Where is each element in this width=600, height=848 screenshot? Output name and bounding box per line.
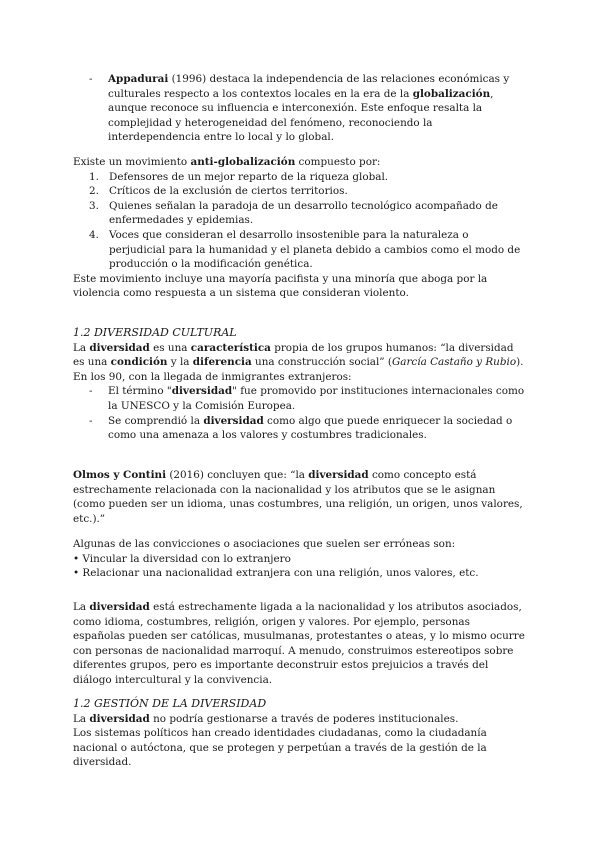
diversidad-cultural-section xyxy=(73,326,525,443)
list-number: 1. xyxy=(89,170,99,183)
text-span: y la xyxy=(167,356,193,369)
anti-closing: Este movimiento incluye una mayoría pacifista y una minoría que aboga por la violencia como respuesta a un sistema que consideran violento. xyxy=(73,272,488,300)
list-item-text xyxy=(108,384,525,413)
text-span: compuesto por: xyxy=(295,156,381,168)
keyword-diversidad: diversidad xyxy=(89,601,150,613)
nationality-text xyxy=(73,600,525,688)
text-span: ). xyxy=(516,356,524,369)
list-number: 4. xyxy=(89,228,99,241)
diversity-nationality-paragraph xyxy=(73,600,525,688)
text-span: una construcción social” ( xyxy=(251,356,392,369)
keyword-diversidad: diversidad xyxy=(203,414,264,427)
text-span: es una xyxy=(149,341,191,354)
list-item-text xyxy=(108,414,525,443)
list-item xyxy=(73,414,525,443)
section-heading: 1.2 GESTIÓN DE LA DIVERSIDAD xyxy=(73,697,267,710)
text-span: (1996) destaca la independencia de las relaciones económicas y culturales respecto a los contextos locales en la era de la xyxy=(108,73,510,100)
anti-intro xyxy=(73,155,525,170)
list-item-text: Críticos de la exclusión de ciertos territorios. xyxy=(109,185,348,198)
text-span: " fue promovido por instituciones internacionales como la UNESCO y la Comisión Europea. xyxy=(108,385,525,412)
olmos-contini-paragraph xyxy=(73,468,525,526)
keyword-anti-globalizacion: anti-globalización xyxy=(190,156,296,168)
anti-globalization-section xyxy=(73,155,525,301)
gestion-diversidad-section xyxy=(73,697,525,770)
keyword-diferencia: diferencia xyxy=(192,356,252,369)
text-span: La xyxy=(73,712,90,725)
list-item xyxy=(73,184,525,199)
list-item-text: Quienes señalan la paradoja de un desarrollo tecnológico acompañado de enfermedades y epidemias. xyxy=(109,199,498,227)
convictions-intro: Algunas de las convicciones o asociaciones que suelen ser erróneas son: xyxy=(73,538,456,550)
keyword-diversidad: diversidad xyxy=(89,341,150,354)
text-span: La xyxy=(73,601,90,613)
text-span: como concepto está estrechamente relacionada con la nacionalidad y los atributos que se le asignan (como pueden ser un idioma, unas costumbres, una religión, un origen, unos valores, etc.).” xyxy=(73,469,523,525)
citation: García Castaño y Rubio xyxy=(391,356,517,369)
text-span: , aunque reconoce su influencia e interconexión. Este enfoque resalta la complejidad y heterogeneidad del fenómeno, reconociendo la interdependencia entre lo local y lo global. xyxy=(108,87,494,144)
gestion-p1 xyxy=(73,712,525,727)
text-span: propia de los grupos humanos: “la diversidad es una xyxy=(73,341,514,369)
list-item xyxy=(73,384,525,413)
bullet-item: • Vincular la diversidad con lo extranjero xyxy=(73,552,291,565)
list-item-text: Voces que consideran el desarrollo insostenible para la naturaleza o perjudicial para la humanidad y el planeta debido a cambios como el modo de producción o la modificación genética. xyxy=(109,228,521,271)
keyword-caracteristica: característica xyxy=(190,341,271,354)
list-item xyxy=(73,228,525,272)
list-number: 2. xyxy=(89,185,99,198)
text-span: (2016) concluyen que: “la xyxy=(166,469,309,481)
list-item xyxy=(73,170,525,185)
text-span: no podría gestionarse a través de poderes institucionales. xyxy=(149,712,459,725)
text-span: como algo que puede enriquecer la sociedad o como una amenaza a los valores y costumbres tradicionales. xyxy=(108,414,513,442)
keyword-globalizacion: globalización xyxy=(412,87,491,100)
text-span: Existe un movimiento xyxy=(73,156,191,168)
convictions-section xyxy=(73,537,525,581)
list-number: 3. xyxy=(89,199,99,212)
dash-marker: - xyxy=(89,414,93,427)
gestion-p2: Los sistemas políticos han creado identidades ciudadanas, como la ciudadanía nacional o autóctona, que se protegen y perpetúan a través de la gestión de la diversidad. xyxy=(73,727,487,769)
text-span: Se comprendió la xyxy=(108,414,204,427)
keyword-diversidad: diversidad xyxy=(89,712,150,725)
appadurai-paragraph xyxy=(108,72,525,145)
appadurai-item xyxy=(73,72,525,145)
keyword-diversidad: diversidad xyxy=(308,469,369,481)
author-appadurai: Appadurai xyxy=(108,73,169,85)
keyword-diversidad: diversidad xyxy=(171,385,233,398)
list-item-text: Defensores de un mejor reparto de la riqueza global. xyxy=(109,170,389,183)
dash-marker: - xyxy=(89,385,93,398)
text-span: está estrechamente ligada a la nacionalidad y los atributos asociados, como idioma, costumbres, religión, origen y valores. Por ejemplo, personas españolas pueden ser católicas, musulmanas, protestantes o ateas, y lo mismo ocurre con personas de nacionalidad marroquí. A menudo, construimos estereotipos sobre diferentes grupos, pero es importante deconstruir estos prejuicios a través del diálogo intercultural y la convivencia. xyxy=(73,601,525,686)
bullet-item: • Relacionar una nacionalidad extranjera con una religión, unos valores, etc. xyxy=(73,567,479,580)
cultural-definition xyxy=(73,341,525,370)
text-span: El término " xyxy=(108,385,172,398)
dash-marker: - xyxy=(89,73,93,85)
list-item xyxy=(73,199,525,228)
text-span: La xyxy=(73,341,90,354)
section-heading: 1.2 DIVERSIDAD CULTURAL xyxy=(73,326,237,339)
cultural-90s: En los 90, con la llegada de inmigrantes extranjeros: xyxy=(73,370,352,383)
author-olmos-contini: Olmos y Contini xyxy=(73,469,167,481)
keyword-condicion: condición xyxy=(110,356,168,369)
olmos-quote xyxy=(73,468,525,526)
